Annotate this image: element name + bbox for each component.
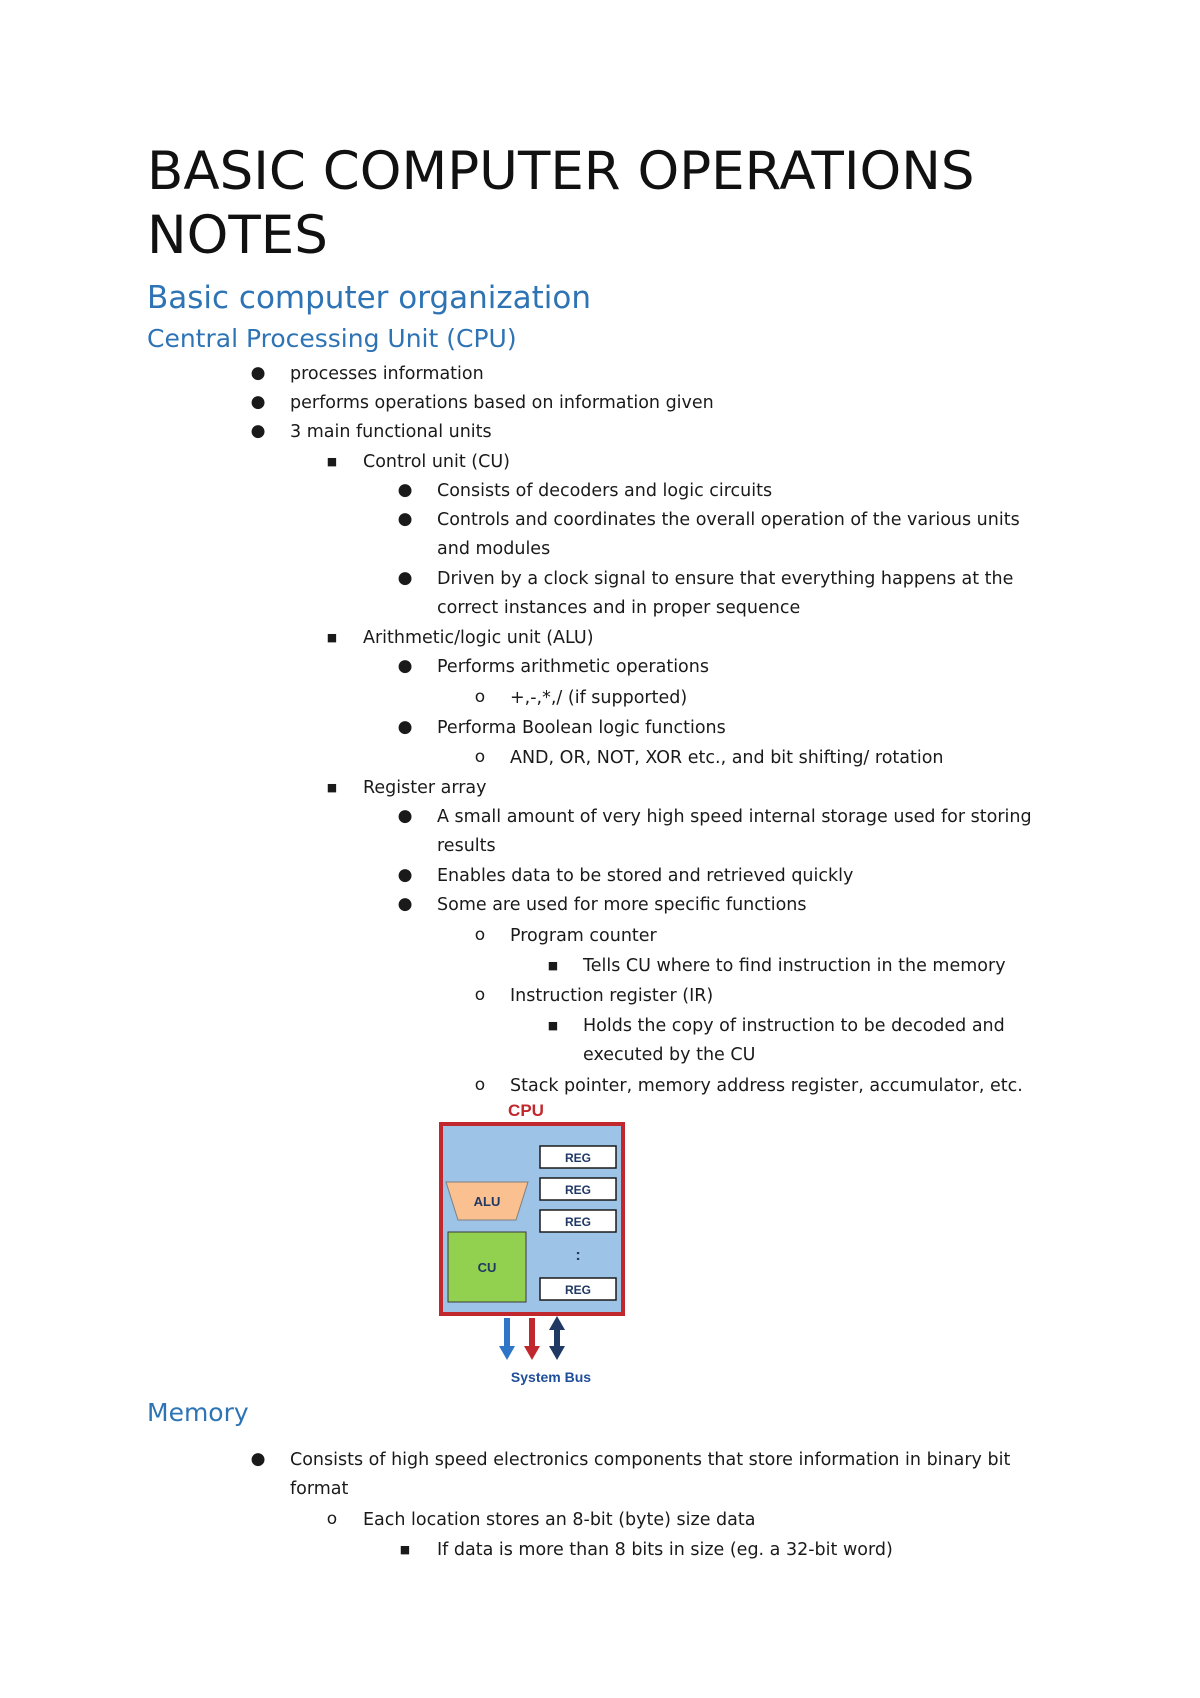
list-item: Program counter <box>510 926 657 946</box>
list-item: Stack pointer, memory address register, accumulator, etc. <box>510 1076 1023 1096</box>
bullet-circle-icon: o <box>474 1075 486 1095</box>
list-item: +,-,*,/ (if supported) <box>510 688 688 708</box>
register-label: REG <box>564 1215 592 1229</box>
list-item: Enables data to be stored and retrieved quickly <box>437 866 854 886</box>
bullet-square-icon: ■ <box>326 455 338 468</box>
list-item: Tells CU where to find instruction in the memory <box>583 956 1006 976</box>
bullet-square-icon: ■ <box>326 631 338 644</box>
list-item-alu: Arithmetic/logic unit (ALU) <box>363 628 594 648</box>
heading-memory: Memory <box>147 1398 249 1427</box>
register-label: REG <box>564 1151 592 1165</box>
bullet-dot-icon: ● <box>397 480 413 500</box>
register-label: REG <box>564 1183 592 1197</box>
list-item: A small amount of very high speed internal storage used for storing <box>437 807 1032 827</box>
bullet-dot-icon: ● <box>397 656 413 676</box>
list-item-continuation: and modules <box>437 539 551 559</box>
list-item: Some are used for more specific functions <box>437 895 807 915</box>
list-item-continuation: format <box>290 1479 349 1499</box>
bus-arrow-down-blue-icon <box>499 1318 515 1360</box>
list-item-control-unit: Control unit (CU) <box>363 452 510 472</box>
bullet-dot-icon: ● <box>397 509 413 529</box>
bullet-dot-icon: ● <box>250 392 266 412</box>
system-bus-label: System Bus <box>510 1369 592 1385</box>
heading-cpu: Central Processing Unit (CPU) <box>147 324 517 353</box>
list-item: Performa Boolean logic functions <box>437 718 726 738</box>
list-item: 3 main functional units <box>290 422 492 442</box>
cpu-diagram <box>436 1098 636 1388</box>
register-ellipsis: : <box>575 1247 581 1264</box>
list-item: Consists of decoders and logic circuits <box>437 481 773 501</box>
bullet-circle-icon: o <box>474 925 486 945</box>
bullet-dot-icon: ● <box>250 363 266 383</box>
list-item-continuation: results <box>437 836 496 856</box>
bullet-square-icon: ■ <box>399 1543 411 1556</box>
bullet-dot-icon: ● <box>397 568 413 588</box>
title-line-2: NOTES <box>147 205 328 266</box>
bullet-dot-icon: ● <box>397 806 413 826</box>
list-item: Controls and coordinates the overall operation of the various units <box>437 510 1020 530</box>
bullet-circle-icon: o <box>474 687 486 707</box>
bus-arrow-bidirectional-icon <box>549 1316 565 1360</box>
bullet-square-icon: ■ <box>547 1019 559 1032</box>
list-item: Performs arithmetic operations <box>437 657 709 677</box>
bullet-dot-icon: ● <box>250 1449 266 1469</box>
cu-label: CU <box>477 1260 497 1275</box>
list-item: Holds the copy of instruction to be decoded and <box>583 1016 1005 1036</box>
cpu-label: CPU <box>508 1101 544 1120</box>
bus-arrow-down-red-icon <box>524 1318 540 1360</box>
bullet-square-icon: ■ <box>326 781 338 794</box>
list-item: processes information <box>290 364 484 384</box>
bullet-dot-icon: ● <box>397 865 413 885</box>
heading-basic-organization: Basic computer organization <box>147 280 592 316</box>
bullet-square-icon: ■ <box>547 959 559 972</box>
list-item: Driven by a clock signal to ensure that everything happens at the <box>437 569 1014 589</box>
list-item: Instruction register (IR) <box>510 986 714 1006</box>
list-item: If data is more than 8 bits in size (eg. a 32-bit word) <box>437 1540 893 1560</box>
list-item-continuation: correct instances and in proper sequence <box>437 598 801 618</box>
bullet-circle-icon: o <box>474 985 486 1005</box>
title-line-1: BASIC COMPUTER OPERATIONS <box>147 141 975 202</box>
document-title <box>147 140 1107 268</box>
bullet-dot-icon: ● <box>397 717 413 737</box>
list-item: Consists of high speed electronics components that store information in binary bit <box>290 1450 1011 1470</box>
bullet-circle-icon: o <box>474 747 486 767</box>
alu-label: ALU <box>473 1194 501 1209</box>
bullet-circle-icon: o <box>326 1509 338 1529</box>
bullet-dot-icon: ● <box>250 421 266 441</box>
list-item: AND, OR, NOT, XOR etc., and bit shifting/ rotation <box>510 748 944 768</box>
list-item: performs operations based on information given <box>290 393 714 413</box>
register-label: REG <box>564 1283 592 1297</box>
list-item: Each location stores an 8-bit (byte) size data <box>363 1510 756 1530</box>
list-item-register-array: Register array <box>363 778 487 798</box>
bullet-dot-icon: ● <box>397 894 413 914</box>
list-item-continuation: executed by the CU <box>583 1045 756 1065</box>
